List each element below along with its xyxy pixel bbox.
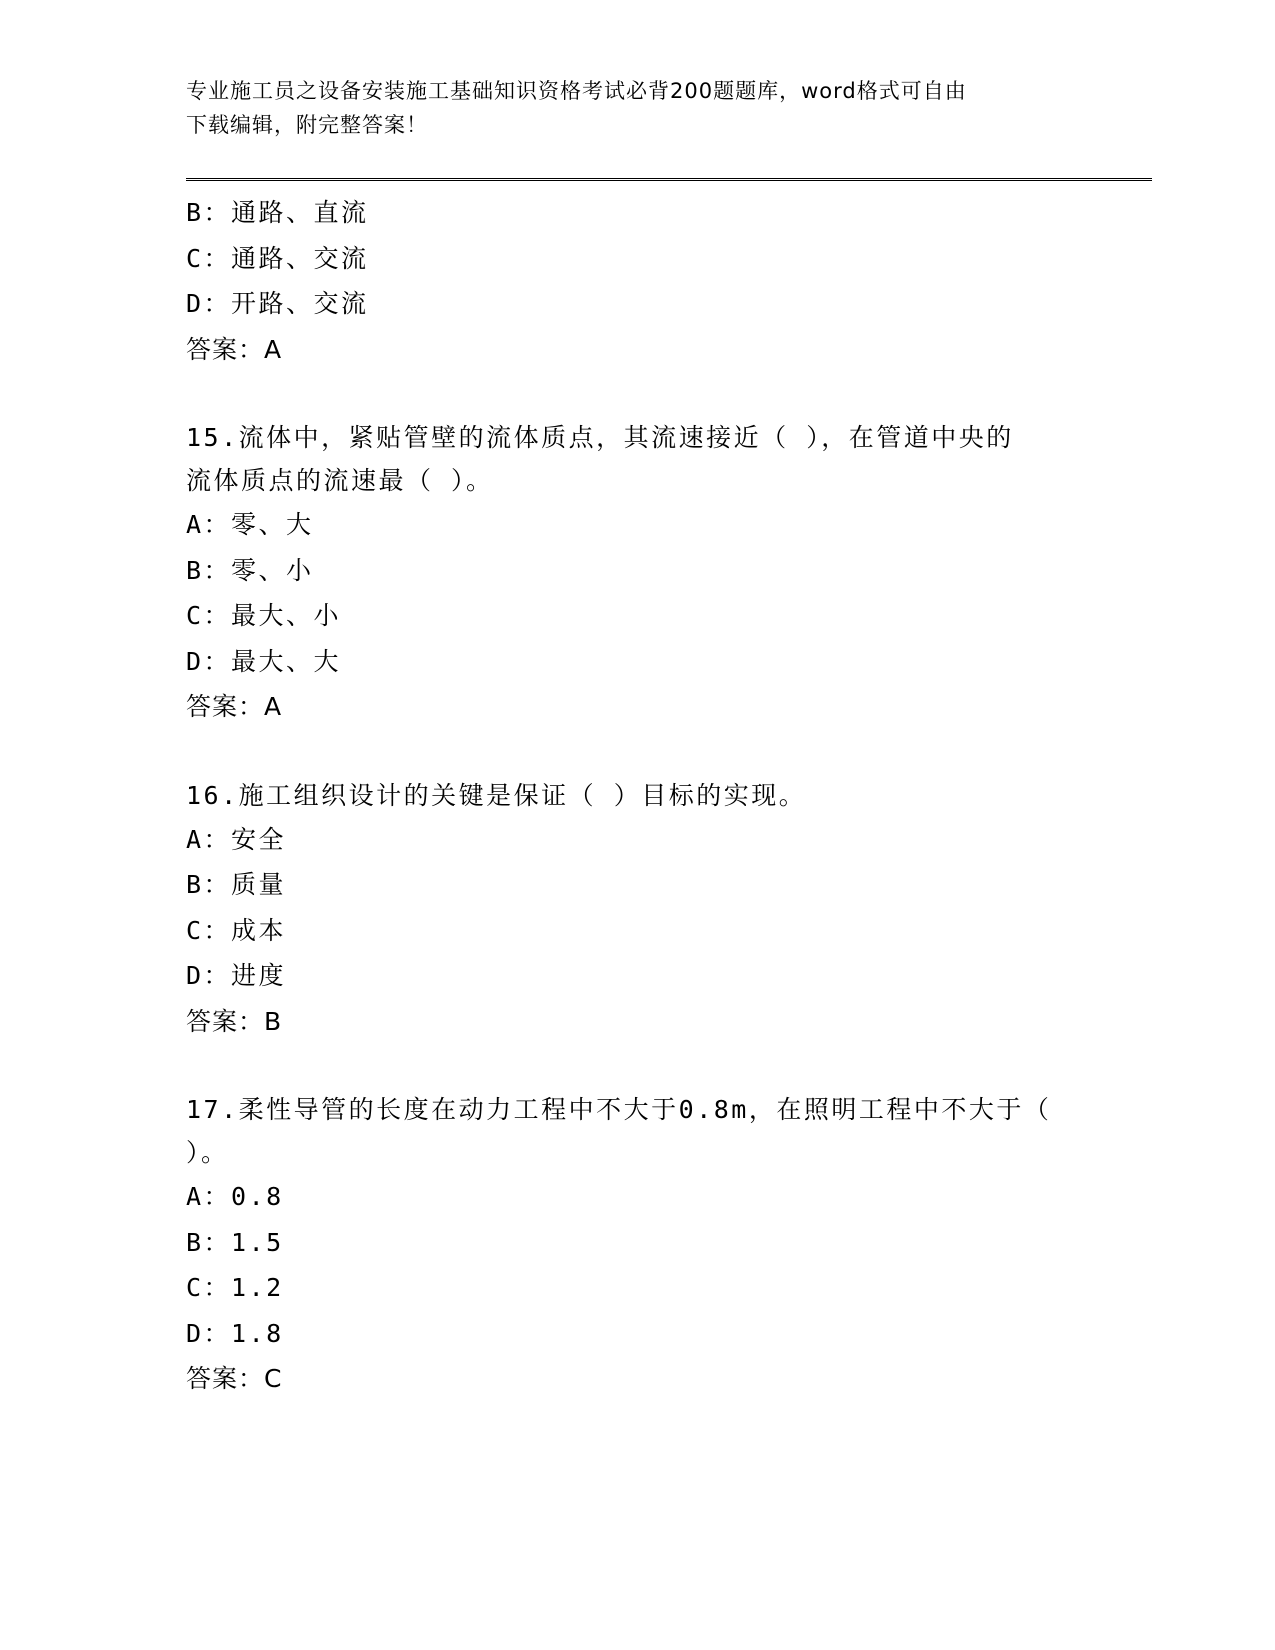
option-c: C：1.2 — [186, 1273, 284, 1302]
option-d: D：进度 — [186, 961, 287, 990]
option-b: B：通路、直流 — [186, 198, 369, 227]
option-a: A：零、大 — [186, 510, 314, 539]
option-c: C：最大、小 — [186, 601, 342, 630]
question-15 — [186, 416, 1086, 730]
question-text-line: 15.流体中，紧贴管壁的流体质点，其流速接近（ ），在管道中央的 — [186, 423, 1014, 452]
answer-line: 答案：A — [186, 334, 283, 364]
option-a: A：0.8 — [186, 1182, 284, 1211]
option-a: A：安全 — [186, 824, 287, 854]
question-content — [186, 190, 1086, 1402]
option-c: C：成本 — [186, 915, 287, 945]
document-header — [186, 74, 1066, 142]
question-text-line: ）。 — [186, 1138, 229, 1167]
option-d: D：1.8 — [186, 1318, 284, 1348]
continued-question — [186, 190, 1086, 372]
question-text-line: 17.柔性导管的长度在动力工程中不大于0.8m，在照明工程中不大于（ — [186, 1095, 1052, 1124]
option-d: D：开路、交流 — [186, 289, 369, 318]
question-16 — [186, 774, 1086, 1045]
spacer — [186, 1044, 1086, 1088]
spacer — [186, 730, 1086, 774]
answer-line: 答案：C — [186, 1364, 283, 1393]
header-title-line-1: 专业施工员之设备安装施工基础知识资格考试必背200题题库，word格式可自由 — [186, 79, 967, 103]
question-text-line: 16.施工组织设计的关键是保证（ ）目标的实现。 — [186, 780, 807, 810]
header-divider — [186, 178, 1152, 181]
spacer — [186, 372, 1086, 416]
answer-line: 答案：A — [186, 692, 283, 721]
option-c: C：通路、交流 — [186, 243, 369, 273]
answer-line: 答案：B — [186, 1006, 283, 1036]
option-b: B：1.5 — [186, 1227, 284, 1257]
question-text-line: 流体质点的流速最（ ）。 — [186, 466, 494, 495]
option-d: D：最大、大 — [186, 646, 342, 676]
question-17 — [186, 1088, 1086, 1402]
option-b: B：质量 — [186, 870, 287, 899]
header-title-line-2: 下载编辑，附完整答案！ — [186, 113, 428, 137]
option-b: B：零、小 — [186, 555, 314, 585]
